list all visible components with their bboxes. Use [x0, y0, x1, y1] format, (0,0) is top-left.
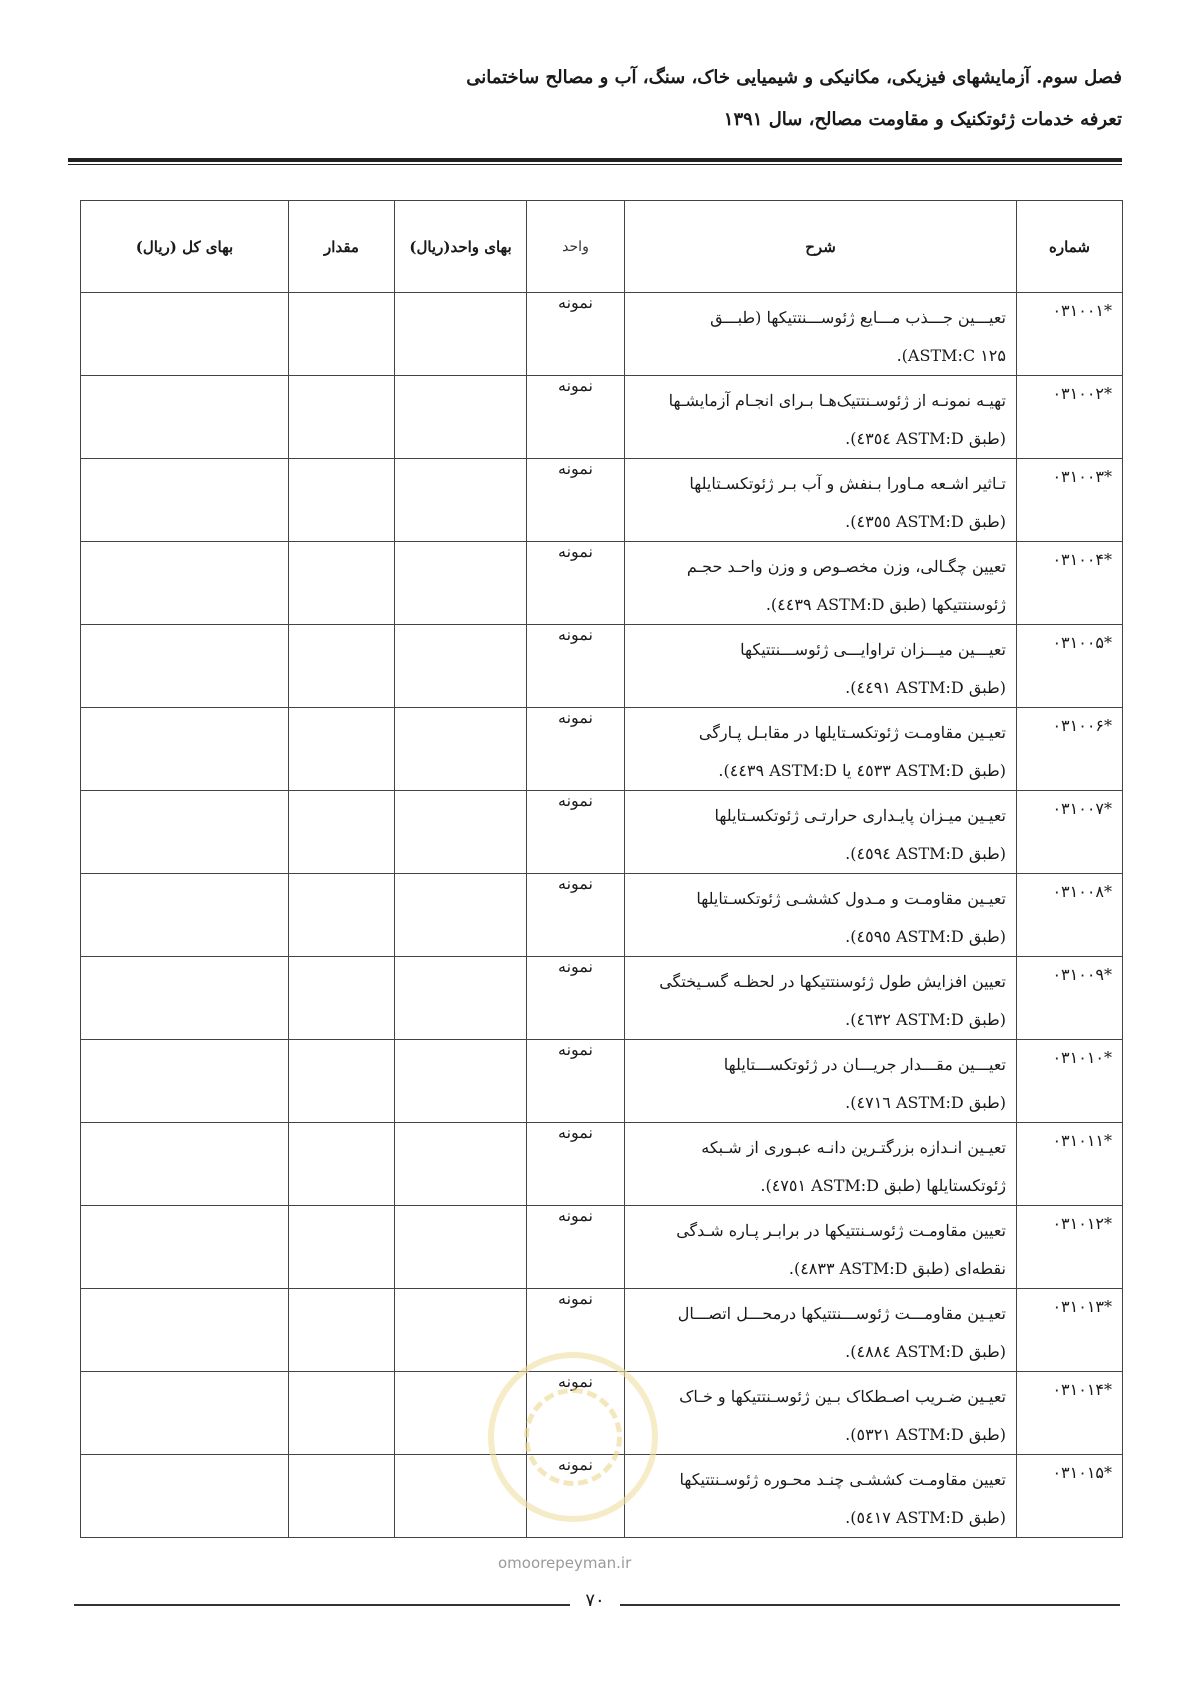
description-line-1: تعیـــین مقـــدار جریـــان در ژئوتکســـتایلها — [723, 1055, 1006, 1074]
description-line-2: ژئوسنتتیکها (طبق ASTM:D ٤٤٣٩). — [765, 595, 1006, 614]
row-number — [1017, 293, 1123, 376]
row-number-text: ۰۳۱۰۰۵* — [1052, 633, 1112, 652]
row-unit-price — [395, 957, 527, 1040]
row-unit-price — [395, 1123, 527, 1206]
table-row — [81, 542, 1123, 625]
description-line-2: ژئوتکستایلها (طبق ASTM:D ٤٧٥١). — [760, 1176, 1006, 1195]
row-unit: نمونه — [527, 376, 625, 459]
page-number: ۷۰ — [585, 1590, 605, 1611]
row-unit-price — [395, 376, 527, 459]
row-number-text: ۰۳۱۰۰۶* — [1052, 716, 1112, 735]
row-description — [625, 376, 1017, 459]
row-quantity — [289, 1206, 395, 1289]
row-total-price — [81, 376, 289, 459]
row-description — [625, 708, 1017, 791]
description-line-1: تعیـــین میـــزان تراوایـــی ژئوســـنتتیکها — [740, 640, 1006, 659]
description-line-1: تعیـین ضـریب اصـطکاک بـین ژئوسـنتتیکها و خـاک — [679, 1387, 1006, 1406]
row-unit-price — [395, 1289, 527, 1372]
table-header-row — [81, 201, 1123, 293]
row-unit-price — [395, 293, 527, 376]
row-number — [1017, 1455, 1123, 1538]
row-unit-price — [395, 1040, 527, 1123]
description-line-1: تعیین چگـالی، وزن مخصـوص و وزن واحـد حجـم — [686, 557, 1006, 576]
table-row — [81, 293, 1123, 376]
description-line-2: (طبق ASTM:D ٤٤٩١). — [845, 678, 1006, 697]
row-number-text: ۰۳۱۰۱۵* — [1052, 1463, 1112, 1482]
row-unit: نمونه — [527, 625, 625, 708]
row-number — [1017, 708, 1123, 791]
row-unit-price — [395, 874, 527, 957]
row-description — [625, 957, 1017, 1040]
table-row — [81, 957, 1123, 1040]
tariff-title: تعرفه خدمات ژئوتکنیک و مقاومت مصالح، سال ۱۳۹۱ — [723, 109, 1122, 130]
description-line-1: تعیـین مقاومـــت ژئوســـنتتیکها درمحـــل اتصـــال — [677, 1304, 1006, 1323]
description-line-1: تعیین مقاومـت ژئوسـنتتیکها در برابـر پـاره شـدگی — [676, 1221, 1006, 1240]
description-line-1: تعیین افزایش طول ژئوسنتتیکها در لحظـه گسـیختگی — [659, 972, 1006, 991]
row-unit: نمونه — [527, 459, 625, 542]
row-number-text: ۰۳۱۰۰۹* — [1052, 965, 1112, 984]
row-quantity — [289, 708, 395, 791]
row-description — [625, 293, 1017, 376]
row-description — [625, 459, 1017, 542]
header-rule — [68, 158, 1122, 162]
row-unit: نمونه — [527, 542, 625, 625]
row-quantity — [289, 625, 395, 708]
row-unit: نمونه — [527, 1123, 625, 1206]
row-total-price — [81, 459, 289, 542]
header-number: شماره — [1017, 201, 1123, 293]
row-unit: نمونه — [527, 957, 625, 1040]
row-unit-price — [395, 542, 527, 625]
description-line-1: تعیـین میـزان پایـداری حرارتـی ژئوتکسـتایلها — [714, 806, 1006, 825]
row-total-price — [81, 957, 289, 1040]
row-quantity — [289, 791, 395, 874]
row-total-price — [81, 791, 289, 874]
description-line-2: (طبق ASTM:D ٤٨٨٤). — [845, 1342, 1006, 1361]
row-description — [625, 1040, 1017, 1123]
row-description — [625, 791, 1017, 874]
description-line-1: تعیـین مقاومـت ژئوتکسـتایلها در مقابـل پـارگی — [698, 723, 1006, 742]
description-line-2: (طبق ASTM:D ٤٥٣٣ یا ASTM:D ٤٤٣٩). — [718, 761, 1006, 780]
watermark-url: omoorepeyman.ir — [498, 1554, 632, 1572]
row-quantity — [289, 1289, 395, 1372]
row-number — [1017, 542, 1123, 625]
row-number — [1017, 1123, 1123, 1206]
header-rule-thin — [68, 164, 1122, 165]
row-total-price — [81, 625, 289, 708]
row-unit: نمونه — [527, 874, 625, 957]
row-unit-price — [395, 459, 527, 542]
row-description — [625, 1289, 1017, 1372]
row-quantity — [289, 1040, 395, 1123]
description-line-2: (طبق ASTM:D ٥٤١٧). — [845, 1508, 1006, 1527]
row-unit-price — [395, 791, 527, 874]
row-number — [1017, 376, 1123, 459]
description-line-2: (طبق ASTM:D ٤٥٩٥). — [845, 927, 1006, 946]
header-total-price: بهای کل (ریال) — [81, 201, 289, 293]
row-description — [625, 874, 1017, 957]
row-total-price — [81, 708, 289, 791]
row-number-text: ۰۳۱۰۰۳* — [1052, 467, 1112, 486]
chapter-title: فصل سوم. آزمایشهای فیزیکی، مکانیکی و شیمیایی خاک، سنگ، آب و مصالح ساختمانی — [466, 67, 1122, 88]
row-total-price — [81, 1289, 289, 1372]
row-number-text: ۰۳۱۰۱۳* — [1052, 1297, 1112, 1316]
description-line-1: تعیـین مقاومـت و مـدول کششـی ژئوتکسـتایلها — [696, 889, 1006, 908]
row-unit-price — [395, 625, 527, 708]
row-description — [625, 1206, 1017, 1289]
row-description — [625, 1372, 1017, 1455]
footer-rule-left — [74, 1604, 570, 1606]
row-total-price — [81, 874, 289, 957]
description-line-2: (طبق ASTM:D ٤٣٥٥). — [845, 512, 1006, 531]
row-description — [625, 1455, 1017, 1538]
description-line-1: تعیـین انـدازه بزرگتـرین دانـه عبـوری از شـبکه — [701, 1138, 1006, 1157]
row-number — [1017, 874, 1123, 957]
row-unit: نمونه — [527, 1455, 625, 1538]
page-header — [68, 56, 1122, 140]
table-row — [81, 1123, 1123, 1206]
description-line-2: (طبق ASTM:D ٥٣٢١). — [845, 1425, 1006, 1444]
description-line-2: (طبق ASTM:D ٤٥٩٤). — [845, 844, 1006, 863]
row-number — [1017, 625, 1123, 708]
tariff-table — [80, 200, 1123, 1538]
row-total-price — [81, 1455, 289, 1538]
row-unit: نمونه — [527, 293, 625, 376]
table-row — [81, 791, 1123, 874]
row-quantity — [289, 459, 395, 542]
table-row — [81, 376, 1123, 459]
description-line-2: (طبق ASTM:D ٤٣٥٤). — [845, 429, 1006, 448]
table-row — [81, 1206, 1123, 1289]
row-description — [625, 625, 1017, 708]
row-total-price — [81, 1372, 289, 1455]
row-number — [1017, 459, 1123, 542]
row-number — [1017, 1206, 1123, 1289]
row-quantity — [289, 874, 395, 957]
row-number — [1017, 791, 1123, 874]
row-number-text: ۰۳۱۰۰۴* — [1052, 550, 1112, 569]
watermark-seal — [488, 1352, 658, 1522]
row-number-text: ۰۳۱۰۱۰* — [1052, 1048, 1112, 1067]
row-total-price — [81, 1206, 289, 1289]
row-description — [625, 1123, 1017, 1206]
table-row — [81, 708, 1123, 791]
header-unit-price: بهای واحد(ریال) — [395, 201, 527, 293]
row-number-text: ۰۳۱۰۰۷* — [1052, 799, 1112, 818]
row-unit-price — [395, 1206, 527, 1289]
header-unit: واحد — [527, 201, 625, 293]
row-number-text: ۰۳۱۰۱۱* — [1052, 1131, 1112, 1150]
row-quantity — [289, 1372, 395, 1455]
row-total-price — [81, 1123, 289, 1206]
row-total-price — [81, 542, 289, 625]
description-line-2: ASTM:C ۱۲۵). — [896, 346, 1006, 365]
row-unit: نمونه — [527, 1372, 625, 1455]
row-unit: نمونه — [527, 791, 625, 874]
row-number — [1017, 1040, 1123, 1123]
row-quantity — [289, 1123, 395, 1206]
description-line-1: تعیـــین جـــذب مـــایع ژئوســـنتتیکها (طبـــق — [710, 308, 1006, 327]
row-number — [1017, 957, 1123, 1040]
row-number — [1017, 1289, 1123, 1372]
description-line-1: تهیـه نمونـه از ژئوسـنتتیک‌هـا بـرای انجـام آزمایشـها — [668, 391, 1006, 410]
description-line-2: (طبق ASTM:D ٤٦٣٢). — [845, 1010, 1006, 1029]
row-unit-price — [395, 708, 527, 791]
row-description — [625, 542, 1017, 625]
table-row — [81, 1040, 1123, 1123]
table-row — [81, 874, 1123, 957]
row-number-text: ۰۳۱۰۱۲* — [1052, 1214, 1112, 1233]
row-quantity — [289, 1455, 395, 1538]
description-line-2: (طبق ASTM:D ٤٧١٦). — [845, 1093, 1006, 1112]
row-quantity — [289, 293, 395, 376]
description-line-2: نقطه‌ای (طبق ASTM:D ٤٨٣٣). — [788, 1259, 1006, 1278]
table-row — [81, 625, 1123, 708]
row-number — [1017, 1372, 1123, 1455]
row-unit: نمونه — [527, 708, 625, 791]
header-description: شرح — [625, 201, 1017, 293]
row-quantity — [289, 542, 395, 625]
row-unit: نمونه — [527, 1040, 625, 1123]
row-number-text: ۰۳۱۰۰۲* — [1052, 384, 1112, 403]
row-unit: نمونه — [527, 1206, 625, 1289]
row-quantity — [289, 376, 395, 459]
table-row — [81, 459, 1123, 542]
description-line-1: تعیین مقاومـت کششـی چنـد محـوره ژئوسـنتتیکها — [679, 1470, 1006, 1489]
row-unit: نمونه — [527, 1289, 625, 1372]
row-number-text: ۰۳۱۰۰۱* — [1052, 301, 1112, 320]
row-number-text: ۰۳۱۰۱۴* — [1052, 1380, 1112, 1399]
description-line-1: تـاثیر اشـعه مـاورا بـنفش و آب بـر ژئوتکسـتایلها — [689, 474, 1006, 493]
header-quantity: مقدار — [289, 201, 395, 293]
row-total-price — [81, 1040, 289, 1123]
footer-rule-right — [620, 1604, 1120, 1606]
row-quantity — [289, 957, 395, 1040]
row-total-price — [81, 293, 289, 376]
row-number-text: ۰۳۱۰۰۸* — [1052, 882, 1112, 901]
